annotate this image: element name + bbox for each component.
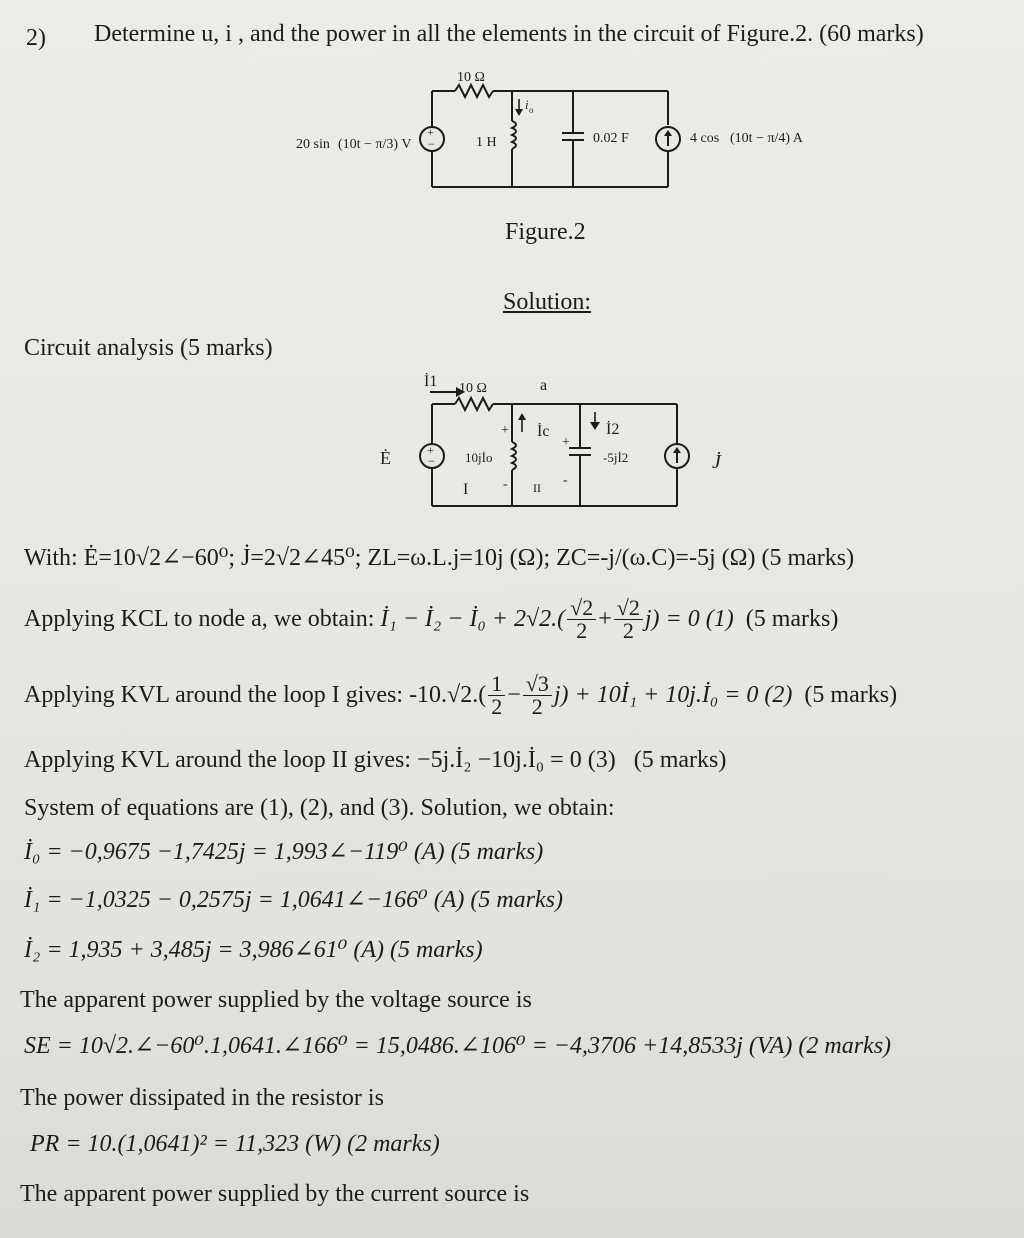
kvl1-expr-a: -10.√2.( [409,682,487,708]
kcl-prefix: Applying KCL to node a, we obtain: [24,606,375,632]
fig2-loop2-label: II [533,481,541,495]
with-line: With: Ė=10√2∠−60⁰; J̇=2√2∠45⁰; ZL=ω.L.j=10j (Ω); ZC=-j/(ω.C)=-5j (Ω) (5 marks) [24,545,855,571]
fig2-loop1-label: I [463,481,469,498]
fig1-current-arg-label: (10t − π/4) A [730,131,803,146]
svg-text:−: − [428,137,435,151]
fig1-current-label: i [525,97,529,112]
kvl1-marks: (5 marks) [804,682,898,708]
fig1-resistor-label: 10 Ω [457,70,485,85]
kcl-frac-1-num: √2 [567,597,596,620]
analysis-circuit [0,370,1024,520]
resistor-power-text: The power dissipated in the resistor is [20,1085,384,1111]
kvl1-frac-2-num: √3 [523,673,552,696]
kcl-expr-a: İ₁ − İ₂ − İ₀ + 2√2.( [380,606,566,632]
fig1-capacitor-label: 0.02 F [593,131,629,146]
kvl1-frac-1 [488,670,505,719]
fig2-minus-2: - [563,473,568,488]
problem-number: 2) [26,25,46,51]
kcl-frac-1 [567,594,596,643]
fig2-cap-label: -5jİ2 [603,450,629,465]
fig2-I1-label: İ1 [424,373,438,390]
fig2-Ic-label: İc [537,423,550,440]
fig2-plus-2: + [562,435,570,450]
pr-equation: PR = 10.(1,0641)² = 11,323 (W) (2 marks) [30,1131,440,1157]
kcl-frac-1-den: 2 [576,617,588,643]
kvl1-frac-1-num: 1 [488,673,505,696]
fig2-minus-1: - [503,477,508,492]
apparent-power-current-text: The apparent power supplied by the current source is [20,1181,530,1207]
kvl1-frac-2-den: 2 [531,693,543,719]
kvl2-marks: (5 marks) [633,747,727,773]
fig2-E-label: Ė [380,448,391,468]
kvl1-minus: − [507,682,521,708]
svg-text:−: − [428,454,435,468]
kcl-marks: (5 marks) [745,606,839,632]
fig1-voltage-arg-label: (10t − π/3) V [338,137,412,152]
svg-text:+: + [427,443,434,457]
fig1-current-source-label: 4 cos [690,131,720,146]
kvl1-frac-2 [523,670,552,719]
kvl1-line [24,670,897,720]
system-line: System of equations are (1), (2), and (3). Solution, we obtain: [24,795,615,821]
fig1-current-sub: o [529,105,534,115]
i1-result: İ₁ = −1,0325 − 0,2575j = 1,0641∠−166⁰ (A) (5 marks) [24,887,564,913]
apparent-power-voltage-text: The apparent power supplied by the voltage source is [20,987,532,1013]
kvl1-frac-1-den: 2 [491,693,503,719]
fig2-I2-label: İ2 [606,421,620,438]
i0-result: İ₀ = −0,9675 −1,7425j = 1,993∠−119⁰ (A) (5 marks) [24,839,544,865]
i2-result: İ₂ = 1,935 + 3,485j = 3,986∠61⁰ (A) (5 marks) [24,937,483,963]
kcl-frac-2-num: √2 [614,597,643,620]
kvl1-expr-b: j) + 10İ₁ + 10j.İ₀ = 0 (2) [553,682,793,708]
kvl1-prefix: Applying KVL around the loop I gives: [24,682,404,708]
fig2-dep-source-label: 10jİo [465,450,493,465]
fig1-inductor-label: 1 H [476,135,497,150]
svg-text:+: + [427,125,434,139]
figure-caption: Figure.2 [505,219,586,245]
fig2-node-label: a [540,377,548,394]
analysis-heading: Circuit analysis (5 marks) [24,335,273,361]
fig2-resistor-label: 10 Ω [459,381,487,396]
fig2-plus-1: + [501,423,509,438]
se-equation: SE = 10√2.∠−60⁰.1,0641.∠166⁰ = 15,0486.∠106⁰ = −4,3706 +14,8533j (VA) (2 marks) [24,1033,892,1059]
kvl2-text: Applying KVL around the loop II gives: −5j.İ₂ −10j.İ₀ = 0 (3) [24,747,616,773]
solution-title: Solution: [503,289,592,315]
kcl-plus: + [598,606,612,632]
kcl-line [24,594,838,644]
fig2-J-label: J̇ [712,451,721,473]
kcl-expr-b: j) = 0 (1) [644,606,734,632]
fig1-voltage-source-label: 20 sin [296,137,330,152]
kcl-frac-2-den: 2 [622,617,634,643]
kcl-frac-2 [614,594,643,643]
kvl2-line [24,748,726,772]
problem-statement: Determine u, i , and the power in all the elements in the circuit of Figure.2. (60 marks) [94,21,924,47]
